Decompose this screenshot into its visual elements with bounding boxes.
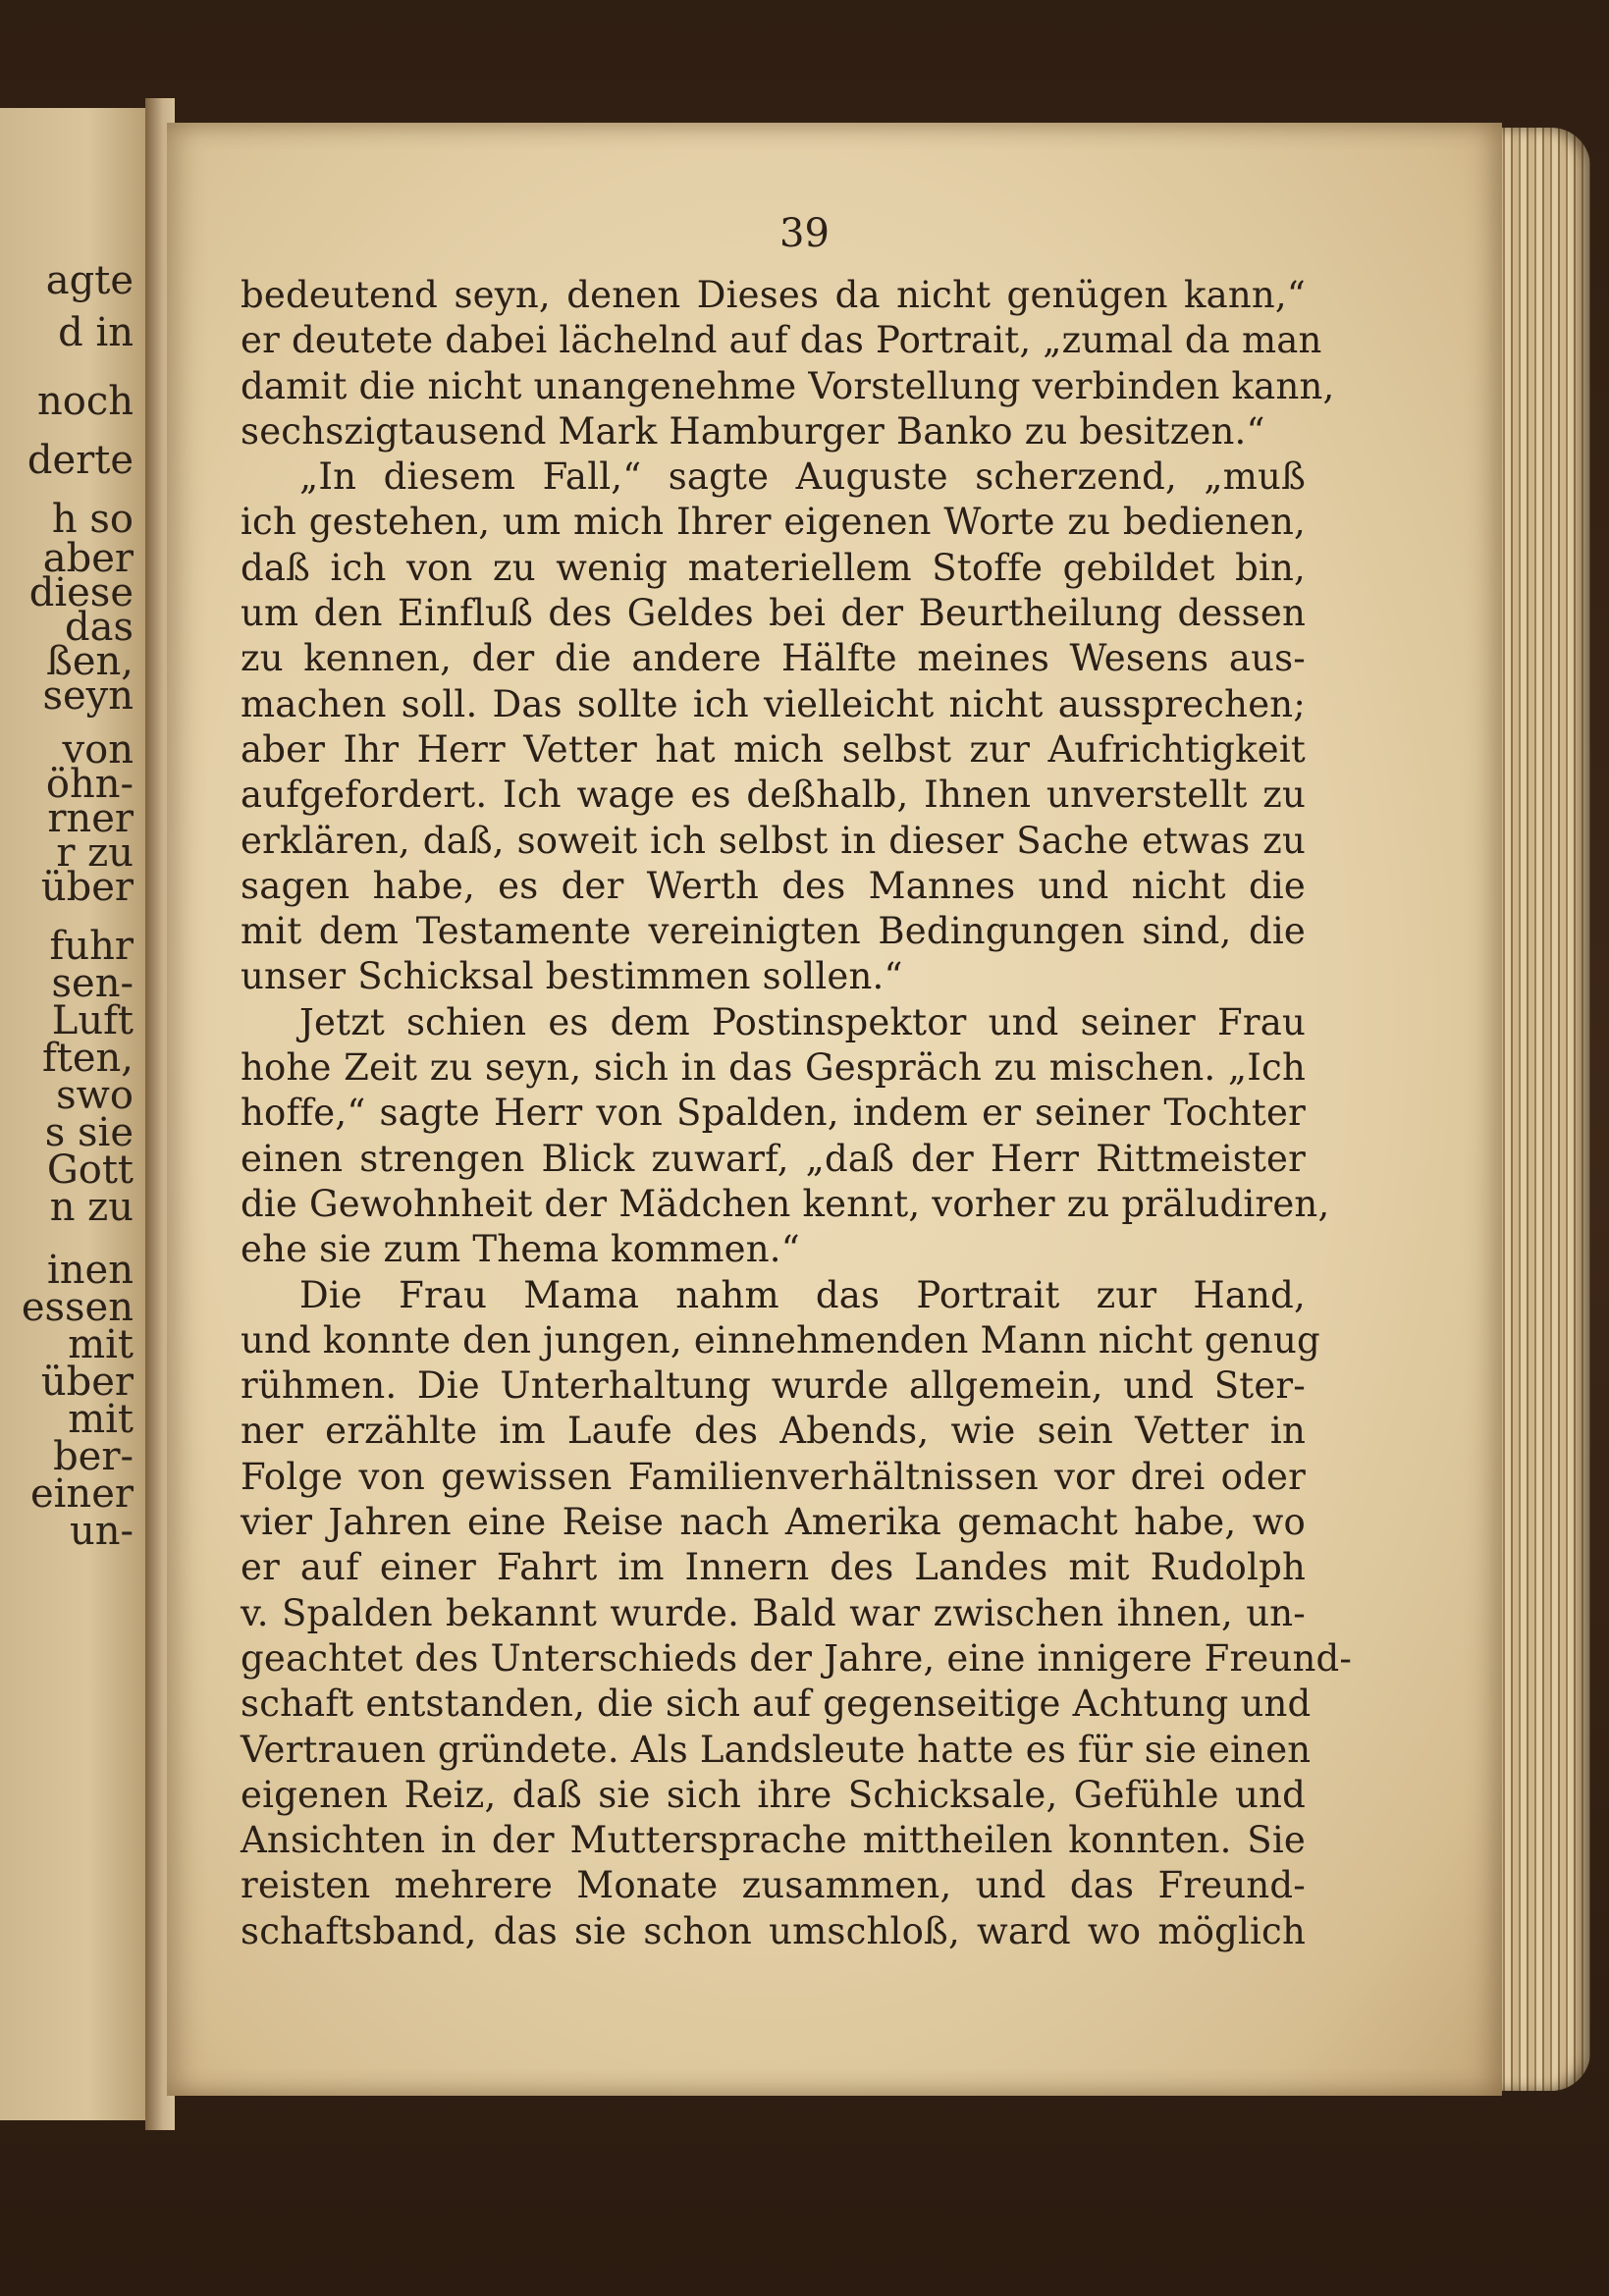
left-fragment: noch: [36, 379, 134, 424]
text-line: die Gewohnheit der Mädchen kennt, vorher zu präludiren,: [241, 1182, 1330, 1225]
left-fragment: diese: [28, 570, 134, 615]
text-line: reisten mehrere Monate zusammen, und das Freund-: [241, 1864, 1306, 1907]
text-line: aufgefordert. Ich wage es deßhalb, Ihnen unverstellt zu: [241, 774, 1306, 817]
text-line: Ansichten in der Muttersprache mittheilen konnten. Sie: [241, 1819, 1306, 1862]
text-line: aber Ihr Herr Vetter hat mich selbst zur Aufrichtigkeit: [241, 727, 1306, 771]
left-fragment: agte: [45, 258, 134, 303]
left-fragment: ber-: [53, 1434, 134, 1479]
text-line: unser Schicksal bestimmen sollen.“: [241, 955, 903, 998]
text-line: ner erzählte im Laufe des Abends, wie sein Vetter in: [241, 1410, 1306, 1453]
left-fragment: über: [40, 1360, 134, 1405]
text-line: vier Jahren eine Reise nach Amerika gemacht habe, wo: [241, 1501, 1306, 1544]
text-line: zu kennen, der die andere Hälfte meines Wesens aus-: [241, 637, 1306, 680]
left-fragment: fuhr: [49, 924, 134, 969]
left-fragment: essen: [21, 1285, 134, 1330]
left-fragment: Gott: [46, 1148, 134, 1193]
text-line: mit dem Testamente vereinigten Bedingungen sind, die: [241, 910, 1306, 953]
body-text: [241, 273, 1353, 1954]
left-fragment: mit: [68, 1322, 134, 1367]
text-line: Jetzt schien es dem Postinspektor und seiner Frau: [299, 1000, 1306, 1043]
text-line: Folge von gewissen Familienverhältnissen vor drei oder: [241, 1455, 1306, 1498]
left-fragment: inen: [47, 1248, 134, 1293]
text-line: v. Spalden bekannt wurde. Bald war zwischen ihnen, un-: [241, 1591, 1306, 1634]
left-fragment: r zu: [56, 830, 134, 876]
text-line: um den Einfluß des Geldes bei der Beurtheilung dessen: [241, 592, 1306, 635]
left-fragment: seyn: [42, 673, 134, 719]
left-fragment: n zu: [49, 1185, 134, 1230]
text-line: bedeutend seyn, denen Dieses da nicht genügen kann,“: [241, 274, 1306, 316]
left-fragment: ften,: [41, 1036, 134, 1081]
text-line: sechszigtausend Mark Hamburger Banko zu besitzen.“: [241, 409, 1265, 453]
left-fragment: Luft: [51, 998, 134, 1043]
left-fragment: ßen,: [46, 639, 134, 684]
text-line: ich gestehen, um mich Ihrer eigenen Worte zu bedienen,: [241, 501, 1306, 544]
left-fragment: aber: [42, 536, 134, 581]
page-edges: [1497, 128, 1590, 2091]
left-page-edge: [0, 108, 149, 2120]
text-line: eigenen Reiz, daß sie sich ihre Schicksale, Gefühle und: [241, 1773, 1306, 1816]
text-line: sagen habe, es der Werth des Mannes und nicht die: [241, 864, 1306, 907]
text-line: „In diesem Fall,“ sagte Auguste scherzend, „muß: [299, 455, 1306, 499]
page-number: 39: [779, 211, 830, 256]
text-line: schaft entstanden, die sich auf gegenseitige Achtung und: [241, 1682, 1312, 1726]
text-line: Vertrauen gründete. Als Landsleute hatte es für sie einen: [241, 1728, 1312, 1771]
text-line: er auf einer Fahrt im Innern des Landes mit Rudolph: [241, 1546, 1306, 1589]
left-fragment: öhn-: [45, 762, 134, 807]
left-fragment: mit: [68, 1397, 134, 1442]
left-fragment: h so: [51, 497, 134, 542]
text-line: er deutete dabei lächelnd auf das Portrait, „zumal da man: [241, 319, 1322, 362]
text-line: daß ich von zu wenig materiellem Stoffe gebildet bin,: [241, 546, 1306, 589]
text-line: rühmen. Die Unterhaltung wurde allgemein, und Ster-: [241, 1364, 1306, 1408]
left-fragment: un-: [69, 1509, 134, 1554]
text-line: einen strengen Blick zuwarf, „daß der Herr Rittmeister: [241, 1137, 1306, 1180]
left-fragment: derte: [27, 438, 134, 483]
left-fragment: rner: [47, 796, 134, 841]
left-fragment: sen-: [51, 961, 134, 1006]
left-fragment: einer: [29, 1471, 134, 1517]
text-line: erklären, daß, soweit ich selbst in dieser Sache etwas zu: [241, 819, 1306, 862]
left-fragment: swo: [56, 1073, 134, 1118]
left-fragment: d in: [58, 310, 134, 355]
left-fragment: über: [40, 865, 134, 910]
text-line: schaftsband, das sie schon umschloß, ward wo möglich: [241, 1909, 1306, 1952]
text-line: ehe sie zum Thema kommen.“: [241, 1228, 800, 1271]
text-line: damit die nicht unangenehme Vorstellung verbinden kann,: [241, 364, 1335, 407]
text-line: Die Frau Mama nahm das Portrait zur Hand,: [299, 1273, 1306, 1316]
text-line: geachtet des Unterschieds der Jahre, eine innigere Freund-: [241, 1636, 1353, 1680]
text-line: hoffe,“ sagte Herr von Spalden, indem er seiner Tochter: [241, 1092, 1306, 1135]
text-line: hohe Zeit zu seyn, sich in das Gespräch zu mischen. „Ich: [241, 1046, 1306, 1090]
left-fragment: s sie: [44, 1110, 134, 1155]
text-line: und konnte den jungen, einnehmenden Mann nicht genug: [241, 1318, 1320, 1362]
text-line: machen soll. Das sollte ich vielleicht nicht aussprechen;: [241, 682, 1306, 725]
left-fragment: von: [62, 727, 134, 773]
left-fragment: das: [65, 605, 134, 650]
